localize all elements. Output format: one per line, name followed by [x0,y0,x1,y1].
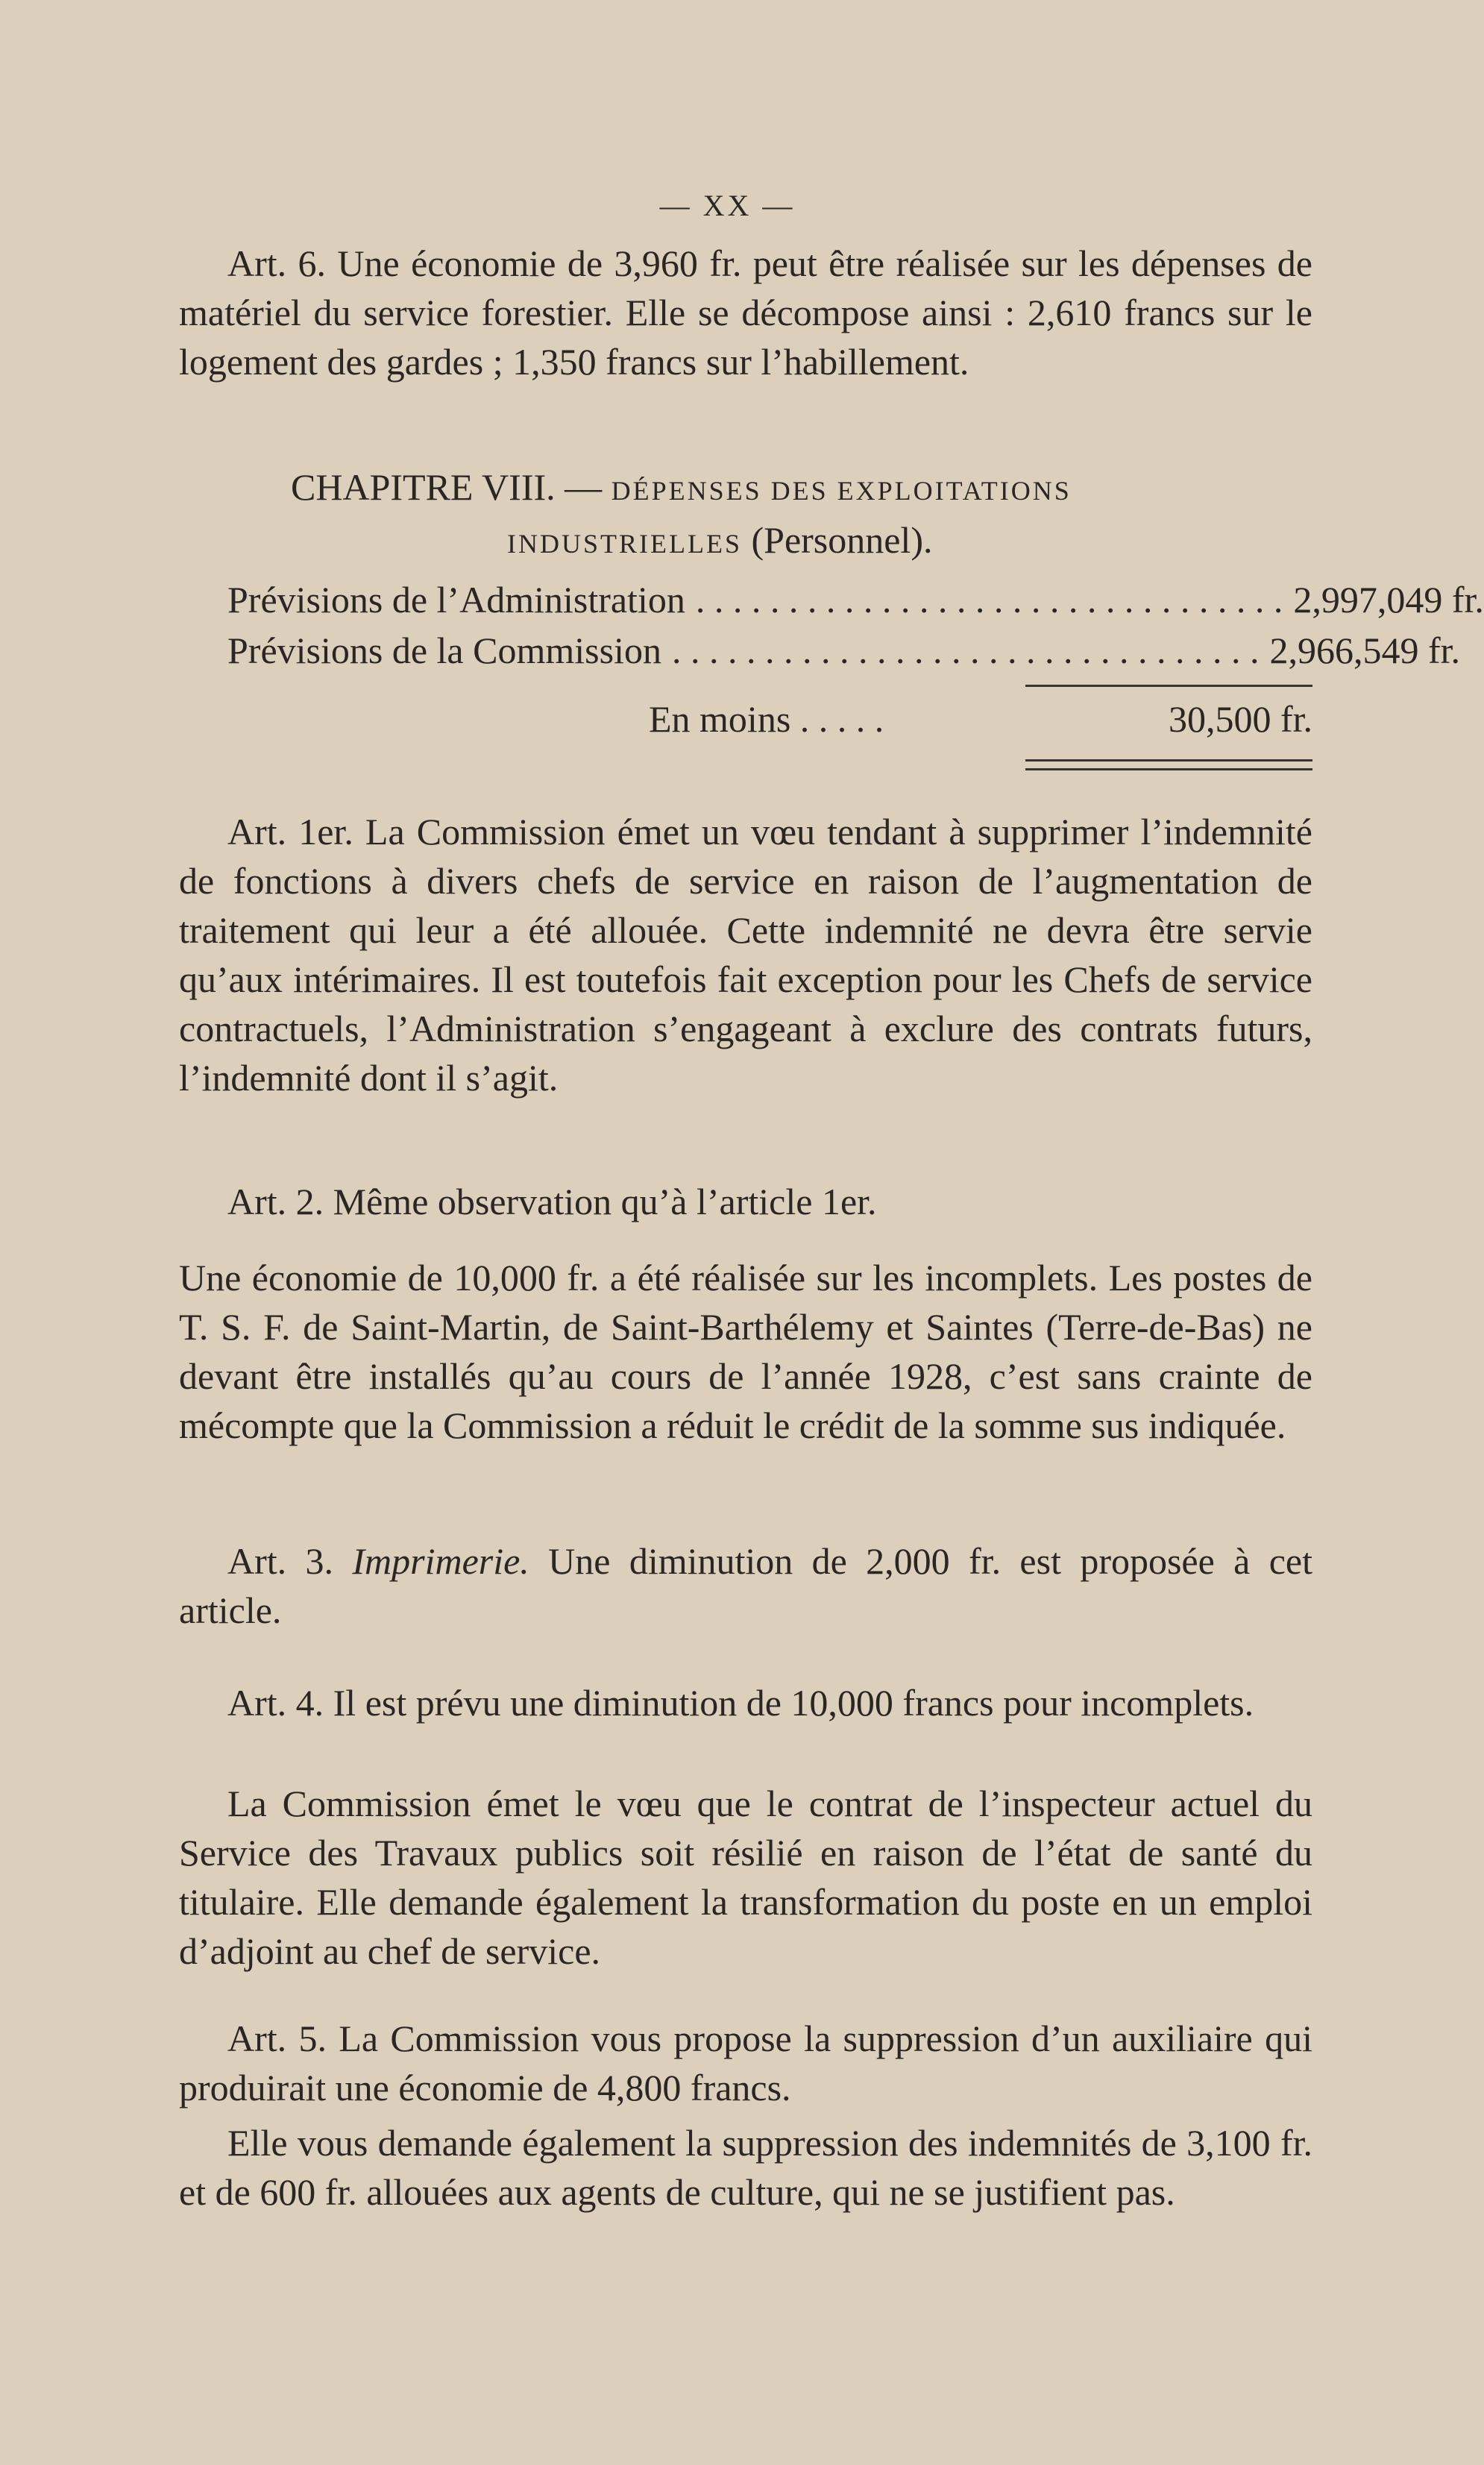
article-4-note-text: La Commission émet le vœu que le contrat de l’inspecteur actuel du Service des Travaux publics soit résilié en raison de l’état de santé du titulaire. Elle demande également la transformation du poste en un emploi d’adjoint au chef de service. [179,1783,1312,1972]
budget-row-commission [227,629,1461,672]
article-3-text: Une diminution de 2,000 fr. est proposée à cet article. [179,1540,1312,1631]
article-2-note [179,1253,1312,1450]
admin-value: 2,997,049 fr. [1293,579,1484,621]
article-2 [179,1177,1312,1226]
leader-dots: . . . . . . . . . . . . . . . . . . . . . . . . . . . . . . . . [671,629,1260,671]
article-5 [179,2014,1312,2112]
article-2-text: Art. 2. Même observation qu’à l’article 1er. [227,1181,877,1222]
total-rule-2 [1025,768,1312,770]
commission-value: 2,966,549 fr. [1269,629,1461,671]
admin-label: Prévisions de l’Administration [227,579,685,621]
article-6-text: Art. 6. Une économie de 3,960 fr. peut être réalisée sur les dépenses de matériel du service forestier. Elle se décompose ainsi : 2,610 francs sur le logement des gardes ; 1,350 francs sur l’habillement. [179,242,1312,383]
total-rule-1 [1025,759,1312,762]
article-4 [179,1678,1312,1727]
chapter-subtitle-1: DÉPENSES DES EXPLOITATIONS [611,476,1072,506]
article-1-text: Art. 1er. La Commission émet un vœu tendant à supprimer l’indemnité de fonctions à divers chefs de service en raison de l’augmentation de traitement qui leur a été allouée. Cette indemnité ne devra être servie qu’aux intérimaires. Il est toutefois fait exception pour les Chefs de service contractuels, l’Administration s’engageant à exclure des contrats futurs, l’indemnité dont il s’agit. [179,811,1312,1099]
article-2-note-text: Une économie de 10,000 fr. a été réalisée sur les incomplets. Les postes de T. S. F. de Saint-Martin, de Saint-Barthélemy et Saintes (Terre-de-Bas) ne devant être installés qu’au cours de l’année 1928, c’est sans crainte de mécompte que la Commission a réduit le crédit de la somme sus indiquée. [179,1257,1312,1446]
page-number: — XX — [659,189,796,222]
difference-value: 30,500 fr. [1168,698,1312,740]
article-5-text: Art. 5. La Commission vous propose la suppression d’un auxiliaire qui produirait une économie de 4,800 francs. [179,2017,1312,2108]
chapter-subtitle-2: INDUSTRIELLES [507,529,742,559]
article-4-text: Art. 4. Il est prévu une diminution de 10,000 francs pour incomplets. [227,1682,1254,1724]
sum-rule [1025,685,1312,687]
article-3 [179,1536,1312,1635]
article-5-note-text: Elle vous demande également la suppression des indemnités de 3,100 fr. et de 600 fr. allouées aux agents de culture, qui ne se justifient pas. [179,2122,1312,2213]
article-6 [179,239,1312,386]
article-5-note [179,2118,1312,2217]
article-3-label: Art. 3. [227,1540,353,1582]
budget-row-difference [649,697,1312,741]
article-3-title: Imprimerie. [352,1540,529,1582]
article-1 [179,807,1312,1102]
budget-row-administration [227,578,1484,621]
commission-label: Prévisions de la Commission [227,629,661,671]
chapter-subtitle-3: (Personnel). [741,519,933,561]
chapter-title: CHAPITRE VIII. — [291,466,611,508]
difference-label: En moins . . . . . [649,698,884,740]
article-4-note [179,1779,1312,1976]
leader-dots: . . . . . . . . . . . . . . . . . . . . . . . . . . . . . . . . [695,579,1283,621]
chapter-heading [291,462,1260,568]
